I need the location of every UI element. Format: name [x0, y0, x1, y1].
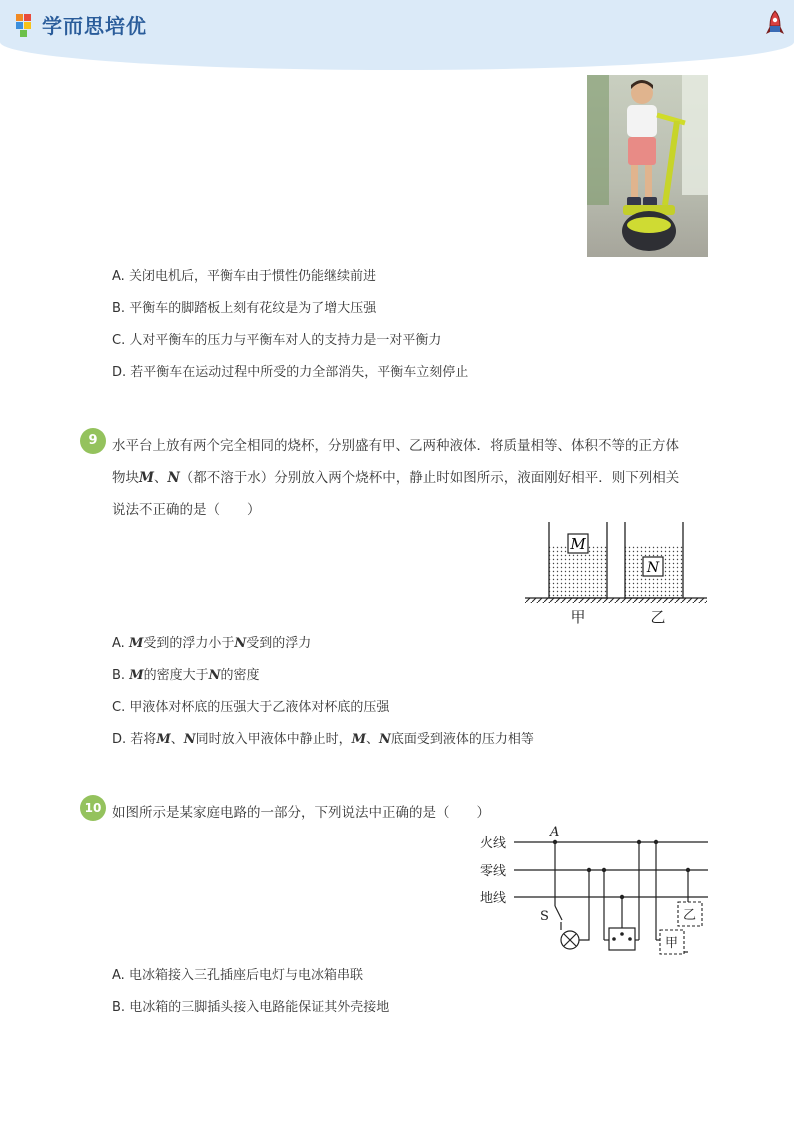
q9-beakers-figure: [520, 518, 712, 628]
q9-option-a: A. M受到的浮力小于N受到的浮力: [112, 636, 312, 651]
device-jia-label: 甲: [665, 936, 679, 951]
question-number-badge: 10: [80, 795, 106, 821]
q9-stem-line-2: 物块M、N（都不溶于水）分别放入两个烧杯中，静止时如图所示，液面刚好相平．则下列相关: [112, 470, 680, 486]
block-n-label: N: [646, 560, 660, 576]
switch-s: [555, 906, 562, 920]
q10-option-b: B. 电冰箱的三脚插头接入电路能保证其外壳接地: [112, 1000, 390, 1015]
q8-option-c: C. 人对平衡车的压力与平衡车对人的支持力是一对平衡力: [112, 333, 442, 348]
block-m-label: M: [570, 535, 586, 553]
rocket-badge-icon: [764, 10, 786, 38]
brand-name: 学而思培优: [42, 14, 147, 38]
ground-wire-label: 地线: [480, 891, 507, 906]
q9-option-c: C. 甲液体对杯底的压强大于乙液体对杯底的压强: [112, 700, 390, 715]
device-yi-label: 乙: [683, 908, 697, 923]
q8-option-d: D. 若平衡车在运动过程中所受的力全部消失，平衡车立刻停止: [112, 365, 469, 380]
q9-option-b: B. M的密度大于N的密度: [112, 668, 260, 683]
q8-option-b: B. 平衡车的脚踏板上刻有花纹是为了增大压强: [112, 301, 377, 316]
xueersi-logo-icon: [14, 12, 38, 38]
beaker-yi-label: 乙: [650, 608, 666, 626]
question-number-badge: 9: [80, 428, 106, 454]
q9-option-d: D. 若将M、N同时放入甲液体中静止时，M、N底面受到液体的压力相等: [112, 732, 534, 747]
q10-option-a: A. 电冰箱接入三孔插座后电灯与电冰箱串联: [112, 968, 363, 983]
switch-s-label: S: [540, 909, 549, 924]
q9-stem-line-3: 说法不正确的是（ ）: [112, 502, 261, 518]
neutral-wire-label: 零线: [480, 864, 507, 879]
live-wire-label: 火线: [480, 836, 507, 851]
point-a-label: A: [550, 825, 560, 840]
child-on-self-balancing-scooter-photo: [587, 75, 708, 257]
q9-stem-line-1: 水平台上放有两个完全相同的烧杯，分别盛有甲、乙两种液体．将质量相等、体积不等的正方体: [112, 438, 679, 454]
q10-circuit-figure: [478, 822, 712, 958]
table-hatch: [525, 598, 707, 603]
beaker-jia-liquid: [549, 546, 607, 598]
q8-option-a: A. 关闭电机后，平衡车由于惯性仍能继续前进: [112, 269, 376, 284]
brand: [14, 10, 147, 39]
q10-stem: 如图所示是某家庭电路的一部分，下列说法中正确的是（ ）: [112, 805, 490, 821]
beaker-jia-label: 甲: [570, 608, 586, 626]
